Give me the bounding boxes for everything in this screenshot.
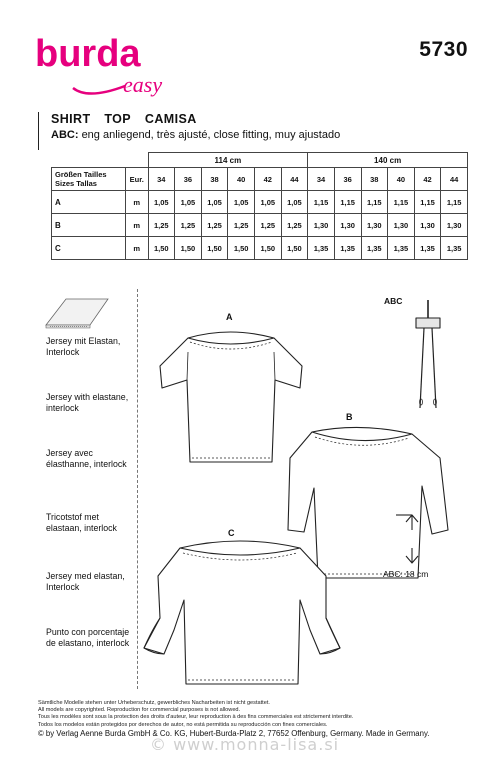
fabric-fr: Jersey avec élasthanne, interlock <box>46 448 127 469</box>
garment-drawings <box>140 290 470 690</box>
value-cell: 1,35 <box>334 237 361 260</box>
pattern-number: 5730 <box>419 38 468 61</box>
fitting-text: eng anliegend, très ajusté, close fitting, muy ajustado <box>81 129 341 141</box>
copyright-line: © by Verlag Aenne Burda GmbH & Co. KG, Hubert-Burda-Platz 2, 77652 Offenburg, Germany. Made in Germany. <box>38 729 430 738</box>
value-cell: 1,30 <box>308 214 335 237</box>
value-cell: 1,15 <box>308 191 335 214</box>
value-cell: 1,50 <box>281 237 308 260</box>
notice-de: Sämtliche Modelle stehen unter Urheberschutz, gewerbliches Nacharbeiten ist nicht gestattet. <box>38 700 270 706</box>
value-cell: 1,05 <box>281 191 308 214</box>
row-unit: m <box>126 237 149 260</box>
value-cell: 1,30 <box>361 214 388 237</box>
value-cell: 1,35 <box>414 237 441 260</box>
title-fr: TOP <box>104 112 132 126</box>
value-cell: 1,35 <box>441 237 468 260</box>
value-cell: 1,30 <box>388 214 415 237</box>
value-cell: 1,15 <box>388 191 415 214</box>
row-letter: B <box>52 214 126 237</box>
title-bar <box>38 112 39 150</box>
table-row <box>52 214 468 237</box>
fitting-label: ABC: <box>51 129 79 141</box>
size-cell: 42 <box>255 168 282 191</box>
notice-fr: Tous les modèles sont sous la protection des droits d'auteur, leur reproduction à des fins commerciales est strictement interdite. <box>38 714 354 721</box>
fabric-sv: Jersey med elastan, Interlock <box>46 571 125 592</box>
fabric-es: Punto con porcentaje de elastano, interlock <box>46 627 130 648</box>
value-cell: 1,25 <box>255 214 282 237</box>
garment-title <box>51 112 207 126</box>
size-cell: 40 <box>388 168 415 191</box>
burda-logo <box>33 28 183 103</box>
fabric-nl: Tricotstof met elastaan, interlock <box>46 512 117 533</box>
value-cell: 1,25 <box>281 214 308 237</box>
value-cell: 1,25 <box>148 214 175 237</box>
size-cell: 38 <box>201 168 228 191</box>
value-cell: 1,50 <box>148 237 175 260</box>
value-cell: 1,35 <box>308 237 335 260</box>
copyright-notes <box>38 700 353 729</box>
row-letter: A <box>52 191 126 214</box>
needle-label: ABC <box>384 296 403 306</box>
value-cell: 1,50 <box>255 237 282 260</box>
label-b: B <box>346 412 353 422</box>
value-cell: 1,15 <box>441 191 468 214</box>
view-c-drawing <box>144 541 340 684</box>
brand-sub: easy <box>123 72 163 97</box>
fabric-swatch-icon <box>44 295 110 329</box>
value-cell: 1,30 <box>414 214 441 237</box>
bust-header-2: 140 cm <box>308 153 468 168</box>
length-label: ABC: 18 cm <box>383 569 429 579</box>
value-cell: 1,50 <box>201 237 228 260</box>
bust-header-1: 114 cm <box>148 153 308 168</box>
label-a: A <box>226 312 233 322</box>
value-cell: 1,35 <box>388 237 415 260</box>
size-header-label: Größen Tailles Sizes Tallas <box>52 168 126 191</box>
size-cell: 44 <box>441 168 468 191</box>
value-cell: 1,05 <box>201 191 228 214</box>
value-cell: 1,30 <box>334 214 361 237</box>
fitting-note <box>51 129 340 141</box>
value-cell: 1,05 <box>255 191 282 214</box>
value-cell: 1,05 <box>228 191 255 214</box>
row-letter: C <box>52 237 126 260</box>
value-cell: 1,15 <box>361 191 388 214</box>
value-cell: 1,50 <box>228 237 255 260</box>
logo-swoosh <box>73 86 125 94</box>
size-cell: 36 <box>334 168 361 191</box>
value-cell: 1,25 <box>228 214 255 237</box>
value-cell: 1,30 <box>441 214 468 237</box>
view-b-drawing <box>288 427 448 578</box>
size-cell: 42 <box>414 168 441 191</box>
eur-label: Eur. <box>126 168 149 191</box>
notice-en: All models are copyrighted. Reproduction for commercial purposes is not allowed. <box>38 707 241 714</box>
title-es: CAMISA <box>144 112 197 126</box>
value-cell: 1,25 <box>201 214 228 237</box>
size-cell: 44 <box>281 168 308 191</box>
size-cell: 34 <box>308 168 335 191</box>
table-row <box>52 237 468 260</box>
row-unit: m <box>126 191 149 214</box>
fabric-column <box>38 289 138 689</box>
brand-name: burda <box>35 33 141 75</box>
value-cell: 1,25 <box>175 214 202 237</box>
size-cell: 36 <box>175 168 202 191</box>
size-cell: 38 <box>361 168 388 191</box>
fabric-en: Jersey with elastane, interlock <box>46 392 129 413</box>
twin-needle-icon <box>416 300 440 408</box>
value-cell: 1,15 <box>414 191 441 214</box>
value-cell: 1,15 <box>334 191 361 214</box>
size-table <box>51 152 468 260</box>
row-unit: m <box>126 214 149 237</box>
size-header-row <box>52 168 468 191</box>
value-cell: 1,50 <box>175 237 202 260</box>
value-cell: 1,05 <box>148 191 175 214</box>
watermark: © www.monna-lisa.si <box>150 735 340 754</box>
size-cell: 34 <box>148 168 175 191</box>
label-c: C <box>228 528 235 538</box>
size-cell: 40 <box>228 168 255 191</box>
value-cell: 1,05 <box>175 191 202 214</box>
title-de: SHIRT <box>51 112 91 126</box>
fabric-de: Jersey mit Elastan, Interlock <box>46 336 121 357</box>
notice-es: Todos los modelos están protegidos por derechos de autor, no está permitida su reproducción con fines comerciales. <box>38 721 328 728</box>
value-cell: 1,35 <box>361 237 388 260</box>
table-row <box>52 191 468 214</box>
view-a-drawing <box>160 332 302 462</box>
